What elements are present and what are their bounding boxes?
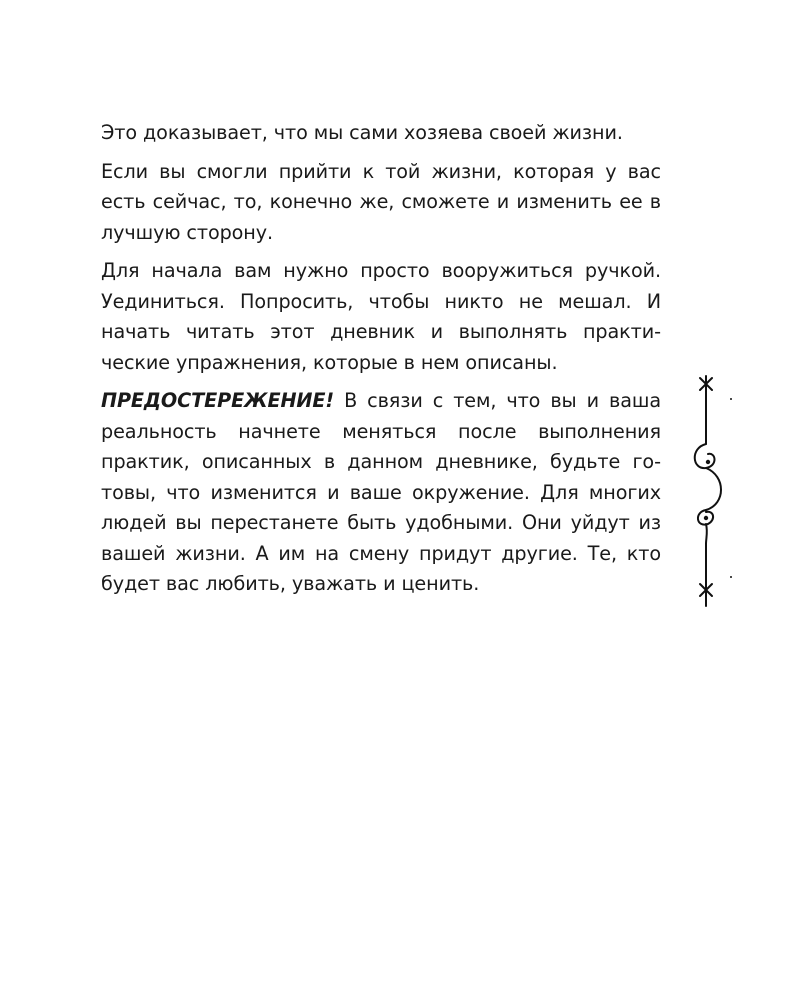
scroll-flourish-icon bbox=[686, 372, 746, 612]
paragraph-3: Для начала вам нужно просто вооружиться ручкой. Уединиться. Попросить, чтобы никто не мешал. И начать читать этот дневник и выполнять практические упражнения, которые в нем описаны. bbox=[101, 259, 661, 374]
warning-text: В связи с тем, что вы и ваша реальность начнете меняться после выполнения практик, описанных в данном дневнике, будьте готовы, что изменится и ваше окружение. Для многих людей вы перестанете быть удобными. Они уйдут из вашей жизни. А им на смену придут другие. Те, кто будет вас любить, уважать и ценить. bbox=[101, 389, 661, 595]
paragraph-1: Это доказывает, что мы сами хозяева своей жизни. bbox=[101, 121, 623, 144]
warning-paragraph bbox=[101, 386, 661, 600]
warning-label: ПРЕДОСТЕРЕЖЕНИЕ! bbox=[101, 389, 335, 412]
paragraph-2: Если вы смогли прийти к той жизни, которая у вас есть сейчас, то, конечно же, сможете и изменить ее в лучшую сторону. bbox=[101, 159, 661, 244]
body-text bbox=[101, 118, 661, 608]
